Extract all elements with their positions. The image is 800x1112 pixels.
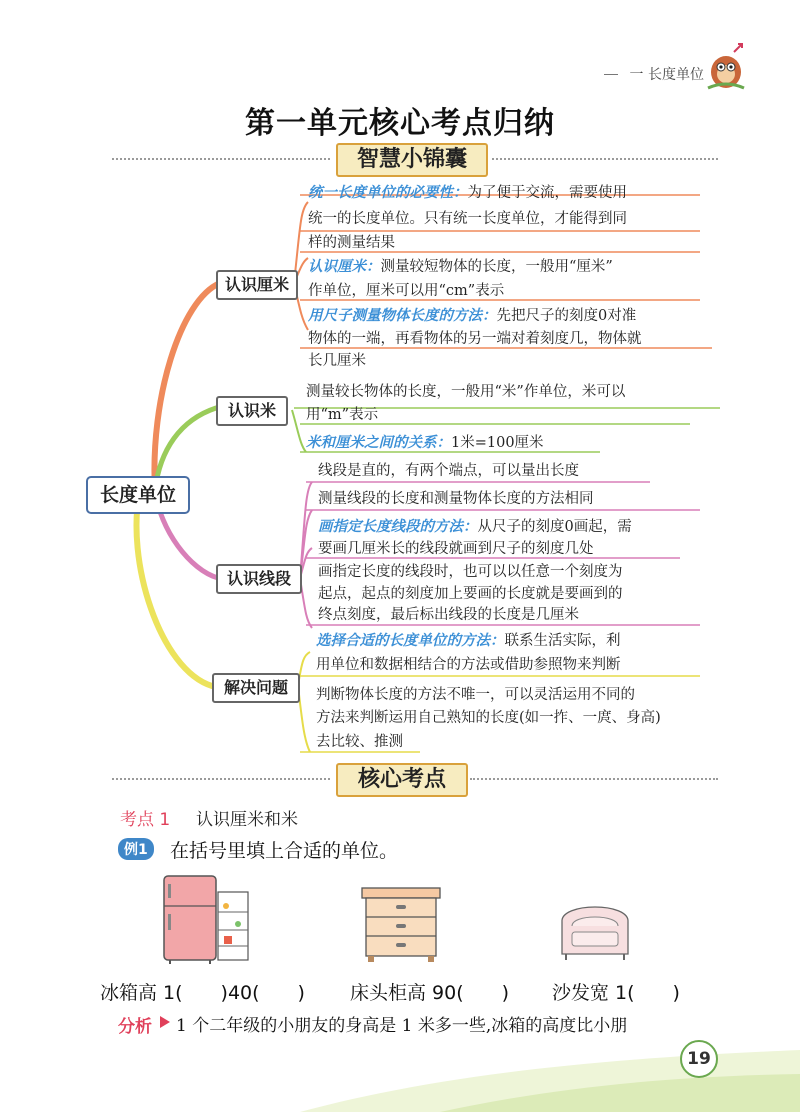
page-title: 第一单元核心考点归纳	[245, 106, 555, 141]
tips-banner: 智慧小锦囊	[336, 143, 488, 177]
core-banner: 核心考点	[336, 763, 468, 797]
leaf-line: 认识厘米：测量较短物体的长度，一般用“厘米”	[308, 258, 613, 275]
caption-sofa: 沙发宽 1( )	[552, 982, 680, 1004]
leaf-line: 物体的一端，再看物体的另一端对着刻度几，物体就	[308, 331, 642, 347]
example-text: 在括号里填上合适的单位。	[170, 840, 399, 862]
leaf-line: 用“m”表示	[306, 407, 379, 423]
leaf-line: 终点刻度，最后标出线段的长度是几厘米	[318, 607, 579, 623]
leaf-line: 要画几厘米长的线段就画到尺子的刻度几处	[318, 541, 594, 557]
caption-nightstand: 床头柜高 90( )	[350, 982, 510, 1004]
caption-fridge: 冰箱高 1( )40( )	[100, 982, 305, 1004]
root-node: 长度单位	[86, 476, 190, 514]
branch-cm: 认识厘米	[216, 270, 298, 300]
bottom-wave-decoration	[0, 1040, 800, 1112]
sofa-illustration	[554, 892, 636, 964]
leaf-line: 用尺子测量物体长度的方法：先把尺子的刻度0对准	[308, 307, 637, 324]
point-label: 考点 1	[120, 810, 171, 830]
point-title: 认识厘米和米	[196, 810, 298, 830]
play-icon	[160, 1016, 170, 1028]
leaf-line: 画指定长度的线段时，也可以以任意一个刻度为	[318, 564, 623, 580]
leaf-line: 去比较、推测	[316, 734, 403, 750]
leaf-line: 画指定长度线段的方法：从尺子的刻度0画起，需	[318, 518, 632, 535]
branch-problem: 解决问题	[212, 673, 300, 703]
analysis-text: 1 个二年级的小朋友的身高是 1 米多一些,冰箱的高度比小朋	[176, 1016, 628, 1036]
leaf-line: 样的测量结果	[308, 235, 395, 251]
example-tag: 例1	[118, 838, 154, 860]
analysis-label: 分析	[118, 1017, 152, 1037]
leaf-line: 长几厘米	[308, 353, 366, 369]
chapter-header: 一 长度单位	[629, 67, 704, 83]
leaf-line: 测量线段的长度和测量物体长度的方法相同	[318, 491, 594, 507]
leaf-line: 线段是直的，有两个端点，可以量出长度	[318, 463, 579, 479]
leaf-line: 作单位，厘米可以用“cm”表示	[308, 283, 505, 299]
leaf-line: 统一长度单位的必要性：为了便于交流，需要使用	[308, 184, 627, 201]
branch-m: 认识米	[216, 396, 288, 426]
divider-left-2	[112, 778, 330, 780]
leaf-line: 米和厘米之间的关系：1米=100厘米	[306, 434, 544, 451]
leaf-line: 方法来判断运用自己熟知的长度(如一拃、一庹、身高)	[316, 710, 661, 726]
fridge-illustration	[160, 872, 254, 964]
leaf-line: 测量较长物体的长度，一般用“米”作单位，米可以	[306, 384, 626, 400]
leaf-line: 用单位和数据相结合的方法或借助参照物来判断	[316, 657, 621, 673]
leaf-line: 统一的长度单位。只有统一长度单位，才能得到同	[308, 211, 627, 227]
branch-segment: 认识线段	[216, 564, 302, 594]
page-number: 19	[680, 1040, 718, 1078]
leaf-line: 选择合适的长度单位的方法：联系生活实际，利	[316, 632, 621, 649]
leaf-line: 起点，起点的刻度加上要画的长度就是要画到的	[318, 586, 623, 602]
nightstand-illustration	[358, 884, 444, 964]
divider-right-2	[470, 778, 718, 780]
leaf-line: 判断物体长度的方法不唯一，可以灵活运用不同的	[316, 687, 635, 703]
